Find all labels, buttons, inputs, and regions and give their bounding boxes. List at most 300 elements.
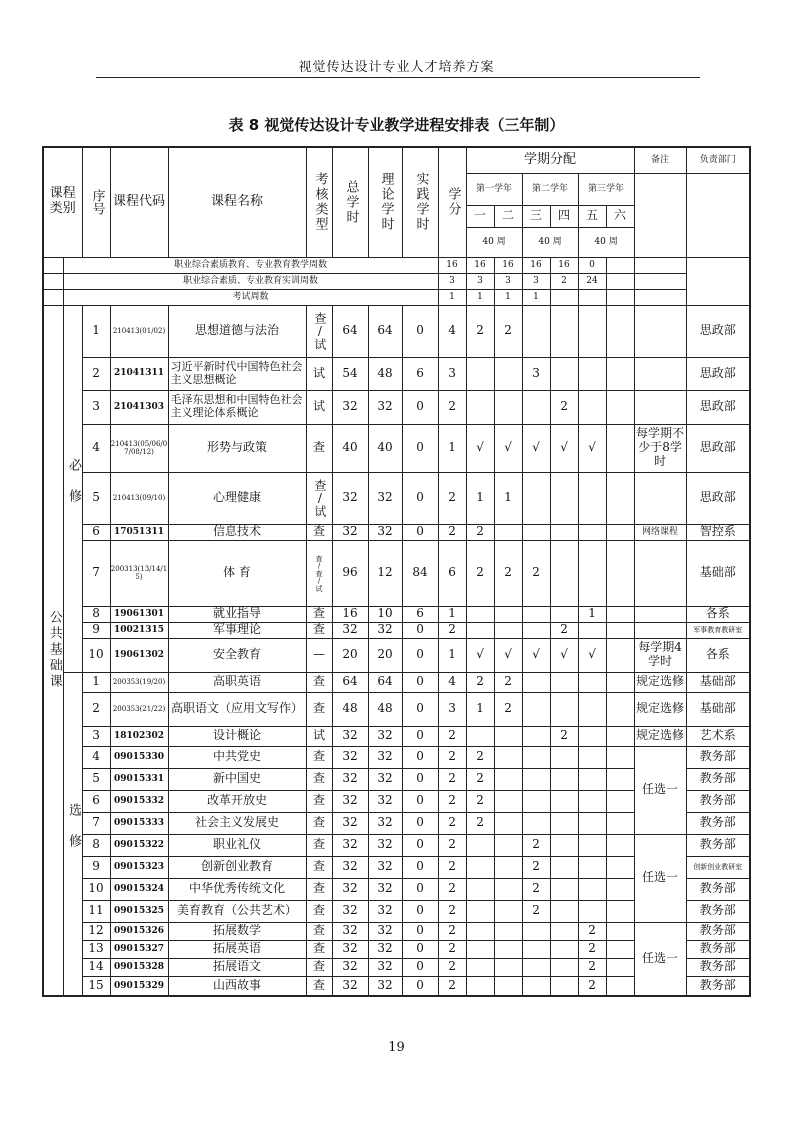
course-code: 210413(01/02) — [110, 305, 168, 357]
course-sem-3: 2 — [522, 834, 550, 856]
course-name: 就业指导 — [168, 606, 306, 622]
course-sem-1 — [466, 856, 494, 878]
course-dept: 思政部 — [686, 424, 750, 472]
course-sem-4 — [550, 878, 578, 900]
course-sem-6 — [606, 726, 634, 746]
course-sem-6 — [606, 790, 634, 812]
course-dept: 教务部 — [686, 834, 750, 856]
elective-course-row — [43, 746, 750, 768]
course-assess: 查 — [306, 812, 332, 834]
course-practice: 0 — [402, 812, 438, 834]
course-assess: 查 — [306, 834, 332, 856]
course-code: 09015322 — [110, 834, 168, 856]
course-sem-4 — [550, 958, 578, 976]
course-sem-2 — [494, 900, 522, 922]
course-sem-3 — [522, 622, 550, 638]
course-name: 拓展语文 — [168, 958, 306, 976]
course-assess: 查 — [306, 790, 332, 812]
course-sem-1 — [466, 726, 494, 746]
course-name: 拓展数学 — [168, 922, 306, 940]
course-sem-2 — [494, 878, 522, 900]
course-sem-1: 2 — [466, 812, 494, 834]
course-assess: 查/试 — [306, 305, 332, 357]
course-dept: 思政部 — [686, 472, 750, 524]
course-total: 32 — [332, 524, 368, 540]
course-code: 200353(19/20) — [110, 672, 168, 692]
course-sem-3: 2 — [522, 856, 550, 878]
course-sem-5: √ — [578, 638, 606, 672]
summary-value: 24 — [578, 273, 606, 289]
course-sem-5 — [578, 768, 606, 790]
header-year3: 第三学年 — [578, 173, 634, 205]
course-sem-4 — [550, 940, 578, 958]
course-credit: 1 — [438, 424, 466, 472]
course-remark — [634, 305, 686, 357]
header-remark-blank — [634, 173, 686, 257]
course-practice: 0 — [402, 622, 438, 638]
course-sem-1 — [466, 976, 494, 996]
course-name: 设计概论 — [168, 726, 306, 746]
course-sem-4 — [550, 922, 578, 940]
required-course-row — [43, 472, 750, 524]
course-practice: 0 — [402, 390, 438, 424]
course-total: 32 — [332, 856, 368, 878]
course-credit: 2 — [438, 922, 466, 940]
course-name: 安全教育 — [168, 638, 306, 672]
course-credit: 2 — [438, 940, 466, 958]
course-name: 山西故事 — [168, 976, 306, 996]
course-sem-2 — [494, 976, 522, 996]
header-assess: 考核类型 — [306, 147, 332, 257]
course-dept: 教务部 — [686, 768, 750, 790]
course-sem-1: 2 — [466, 768, 494, 790]
course-sem-1: 2 — [466, 790, 494, 812]
course-theory: 32 — [368, 524, 402, 540]
course-credit: 2 — [438, 390, 466, 424]
summary-value: 16 — [522, 257, 550, 273]
header-theory: 理论学时 — [368, 147, 402, 257]
course-name: 拓展英语 — [168, 940, 306, 958]
course-credit: 3 — [438, 692, 466, 726]
summary-value: 16 — [466, 257, 494, 273]
required-course-row — [43, 540, 750, 606]
course-credit: 2 — [438, 726, 466, 746]
course-credit: 2 — [438, 856, 466, 878]
course-dept: 教务部 — [686, 900, 750, 922]
course-credit: 2 — [438, 768, 466, 790]
course-name: 形势与政策 — [168, 424, 306, 472]
course-total: 32 — [332, 746, 368, 768]
elective-course-row — [43, 692, 750, 726]
course-code: 09015325 — [110, 900, 168, 922]
course-sem-1 — [466, 834, 494, 856]
course-practice: 84 — [402, 540, 438, 606]
course-sem-4 — [550, 856, 578, 878]
course-theory: 32 — [368, 976, 402, 996]
course-theory: 32 — [368, 790, 402, 812]
course-total: 32 — [332, 834, 368, 856]
course-name: 社会主义发展史 — [168, 812, 306, 834]
course-total: 32 — [332, 878, 368, 900]
course-assess: 查 — [306, 622, 332, 638]
header-total: 总学时 — [332, 147, 368, 257]
course-theory: 64 — [368, 305, 402, 357]
course-credit: 1 — [438, 638, 466, 672]
header-code: 课程代码 — [110, 147, 168, 257]
course-sem-6 — [606, 622, 634, 638]
course-sem-6 — [606, 524, 634, 540]
course-remark: 任选一 — [634, 922, 686, 996]
course-practice: 0 — [402, 768, 438, 790]
course-remark: 任选一 — [634, 746, 686, 834]
course-sem-6 — [606, 976, 634, 996]
course-dept: 基础部 — [686, 540, 750, 606]
course-sem-6 — [606, 768, 634, 790]
course-assess: 查 — [306, 922, 332, 940]
course-sem-6 — [606, 834, 634, 856]
course-sem-1: √ — [466, 638, 494, 672]
course-sem-3 — [522, 976, 550, 996]
course-credit: 4 — [438, 672, 466, 692]
course-code: 210413(09/10) — [110, 472, 168, 524]
course-sem-3 — [522, 305, 550, 357]
course-total: 20 — [332, 638, 368, 672]
course-practice: 0 — [402, 958, 438, 976]
course-sem-5: 2 — [578, 958, 606, 976]
course-sem-3 — [522, 790, 550, 812]
course-sem-6 — [606, 746, 634, 768]
course-code: 19061301 — [110, 606, 168, 622]
course-practice: 0 — [402, 900, 438, 922]
course-theory: 32 — [368, 726, 402, 746]
course-sem-2 — [494, 357, 522, 390]
course-theory: 32 — [368, 900, 402, 922]
course-sem-2 — [494, 812, 522, 834]
course-seq: 6 — [82, 790, 110, 812]
header-sem-2: 二 — [494, 205, 522, 227]
course-sem-2 — [494, 790, 522, 812]
course-code: 09015331 — [110, 768, 168, 790]
course-credit: 2 — [438, 900, 466, 922]
course-remark — [634, 357, 686, 390]
course-dept: 教务部 — [686, 812, 750, 834]
course-sem-4 — [550, 357, 578, 390]
subgroup-required: 必修 — [63, 305, 82, 672]
course-practice: 0 — [402, 878, 438, 900]
required-course-row — [43, 622, 750, 638]
course-code: 09015323 — [110, 856, 168, 878]
course-seq: 9 — [82, 622, 110, 638]
course-sem-4 — [550, 305, 578, 357]
summary-value: 16 — [550, 257, 578, 273]
course-sem-1 — [466, 940, 494, 958]
course-seq: 12 — [82, 922, 110, 940]
course-sem-2: √ — [494, 638, 522, 672]
course-name: 思想道德与法治 — [168, 305, 306, 357]
course-practice: 6 — [402, 357, 438, 390]
course-total: 32 — [332, 622, 368, 638]
header-year2: 第二学年 — [522, 173, 578, 205]
course-seq: 10 — [82, 638, 110, 672]
course-seq: 4 — [82, 746, 110, 768]
course-name: 职业礼仪 — [168, 834, 306, 856]
course-sem-2 — [494, 940, 522, 958]
course-sem-4 — [550, 976, 578, 996]
course-sem-2 — [494, 606, 522, 622]
course-practice: 6 — [402, 606, 438, 622]
course-name: 毛泽东思想和中国特色社会主义理论体系概论 — [168, 390, 306, 424]
course-sem-5 — [578, 524, 606, 540]
required-course-row — [43, 638, 750, 672]
course-dept: 各系 — [686, 606, 750, 622]
course-practice: 0 — [402, 305, 438, 357]
course-assess: 查 — [306, 672, 332, 692]
course-sem-4 — [550, 834, 578, 856]
header-dept-blank — [686, 173, 750, 257]
course-code: 09015328 — [110, 958, 168, 976]
course-dept: 智控系 — [686, 524, 750, 540]
course-remark: 每学期不少于8学时 — [634, 424, 686, 472]
course-credit: 2 — [438, 472, 466, 524]
course-total: 32 — [332, 390, 368, 424]
course-sem-3 — [522, 390, 550, 424]
course-sem-6 — [606, 940, 634, 958]
summary-value: 3 — [522, 273, 550, 289]
course-sem-1 — [466, 390, 494, 424]
header-sem-6: 六 — [606, 205, 634, 227]
table-title: 表 8 视觉传达设计专业教学进程安排表（三年制） — [228, 116, 565, 134]
course-theory: 32 — [368, 746, 402, 768]
course-assess: 查 — [306, 958, 332, 976]
course-sem-6 — [606, 424, 634, 472]
summary-value: 2 — [550, 273, 578, 289]
course-theory: 12 — [368, 540, 402, 606]
course-sem-2: 2 — [494, 305, 522, 357]
header-dept: 负责部门 — [686, 147, 750, 173]
course-sem-1 — [466, 357, 494, 390]
course-sem-3: √ — [522, 424, 550, 472]
course-sem-6 — [606, 540, 634, 606]
course-sem-1: 2 — [466, 672, 494, 692]
course-theory: 10 — [368, 606, 402, 622]
course-sem-6 — [606, 958, 634, 976]
course-sem-1 — [466, 606, 494, 622]
course-sem-1: 2 — [466, 540, 494, 606]
course-sem-5 — [578, 390, 606, 424]
course-sem-6 — [606, 390, 634, 424]
header-sem-3: 三 — [522, 205, 550, 227]
course-total: 32 — [332, 958, 368, 976]
course-sem-6 — [606, 638, 634, 672]
summary-remark — [606, 273, 634, 289]
course-total: 32 — [332, 812, 368, 834]
course-sem-2 — [494, 856, 522, 878]
required-course-row — [43, 357, 750, 390]
course-sem-2: √ — [494, 424, 522, 472]
course-sem-1: 1 — [466, 692, 494, 726]
course-name: 心理健康 — [168, 472, 306, 524]
course-dept: 教务部 — [686, 790, 750, 812]
course-assess: — — [306, 638, 332, 672]
summary-dept — [634, 289, 686, 305]
course-seq: 5 — [82, 472, 110, 524]
course-sem-4 — [550, 900, 578, 922]
course-theory: 32 — [368, 768, 402, 790]
course-theory: 32 — [368, 958, 402, 976]
course-sem-6 — [606, 812, 634, 834]
course-theory: 32 — [368, 622, 402, 638]
course-theory: 40 — [368, 424, 402, 472]
course-sem-1: 2 — [466, 746, 494, 768]
course-credit: 2 — [438, 622, 466, 638]
course-sem-5 — [578, 726, 606, 746]
course-sem-1: 2 — [466, 305, 494, 357]
course-theory: 48 — [368, 692, 402, 726]
course-remark: 规定选修 — [634, 692, 686, 726]
course-sem-1 — [466, 622, 494, 638]
course-code: 18102302 — [110, 726, 168, 746]
elective-course-row — [43, 672, 750, 692]
elective-course-row — [43, 726, 750, 746]
course-remark — [634, 390, 686, 424]
course-name: 美育教育（公共艺术） — [168, 900, 306, 922]
course-name: 中共党史 — [168, 746, 306, 768]
header-name: 课程名称 — [168, 147, 306, 257]
header-sem-1: 一 — [466, 205, 494, 227]
course-theory: 32 — [368, 472, 402, 524]
course-code: 17051311 — [110, 524, 168, 540]
course-sem-6 — [606, 472, 634, 524]
course-sem-2 — [494, 726, 522, 746]
course-dept: 教务部 — [686, 922, 750, 940]
header-weeks-3: 40 周 — [578, 227, 634, 257]
summary-value: 1 — [466, 289, 494, 305]
course-schedule-table — [42, 146, 751, 997]
course-remark: 每学期4学时 — [634, 638, 686, 672]
course-sem-5: 2 — [578, 940, 606, 958]
summary-dept — [634, 273, 686, 289]
summary-value: 0 — [578, 257, 606, 273]
summary-value: 3 — [494, 273, 522, 289]
header-weeks-1: 40 周 — [466, 227, 522, 257]
course-sem-6 — [606, 305, 634, 357]
required-course-row — [43, 424, 750, 472]
course-dept: 各系 — [686, 638, 750, 672]
course-sem-2: 1 — [494, 472, 522, 524]
course-sem-5 — [578, 812, 606, 834]
course-dept: 基础部 — [686, 692, 750, 726]
course-dept: 思政部 — [686, 357, 750, 390]
course-practice: 0 — [402, 472, 438, 524]
course-total: 32 — [332, 976, 368, 996]
course-total: 64 — [332, 305, 368, 357]
course-sem-4 — [550, 768, 578, 790]
course-sem-3 — [522, 672, 550, 692]
course-sem-5: 2 — [578, 976, 606, 996]
course-dept: 基础部 — [686, 672, 750, 692]
page-header: 视觉传达设计专业人才培养方案 — [298, 60, 495, 75]
course-sem-3 — [522, 958, 550, 976]
course-sem-5: 2 — [578, 922, 606, 940]
course-code: 200313(13/14/15) — [110, 540, 168, 606]
summary-value — [550, 289, 578, 305]
course-total: 16 — [332, 606, 368, 622]
course-seq: 8 — [82, 834, 110, 856]
course-name: 习近平新时代中国特色社会主义思想概论 — [168, 357, 306, 390]
course-total: 64 — [332, 672, 368, 692]
course-sem-5 — [578, 692, 606, 726]
course-theory: 32 — [368, 834, 402, 856]
course-total: 96 — [332, 540, 368, 606]
course-theory: 32 — [368, 812, 402, 834]
course-sem-2: 2 — [494, 540, 522, 606]
course-code: 09015333 — [110, 812, 168, 834]
course-assess: 查 — [306, 692, 332, 726]
course-sem-5 — [578, 472, 606, 524]
course-theory: 32 — [368, 940, 402, 958]
course-theory: 20 — [368, 638, 402, 672]
course-assess: 查/查/试 — [306, 540, 332, 606]
subgroup-elective: 选修 — [63, 672, 82, 996]
course-sem-6 — [606, 692, 634, 726]
course-sem-1 — [466, 878, 494, 900]
course-sem-3: 2 — [522, 878, 550, 900]
course-name: 信息技术 — [168, 524, 306, 540]
summary-label: 职业综合素质、专业教育实训周数 — [63, 273, 438, 289]
course-sem-4: 2 — [550, 390, 578, 424]
header-sem-5: 五 — [578, 205, 606, 227]
course-sem-1 — [466, 958, 494, 976]
course-sem-3 — [522, 746, 550, 768]
course-assess: 查 — [306, 746, 332, 768]
course-sem-4: √ — [550, 638, 578, 672]
course-name: 体 育 — [168, 540, 306, 606]
course-sem-1: 2 — [466, 524, 494, 540]
header-year1: 第一学年 — [466, 173, 522, 205]
course-code: 19061302 — [110, 638, 168, 672]
course-sem-5 — [578, 834, 606, 856]
summary-blank — [43, 289, 63, 305]
course-dept: 艺术系 — [686, 726, 750, 746]
course-sem-5 — [578, 357, 606, 390]
course-sem-1 — [466, 900, 494, 922]
course-sem-2: 2 — [494, 692, 522, 726]
course-seq: 2 — [82, 692, 110, 726]
course-sem-1 — [466, 922, 494, 940]
course-sem-1: √ — [466, 424, 494, 472]
course-sem-6 — [606, 900, 634, 922]
summary-dept — [634, 257, 686, 273]
course-assess: 查 — [306, 606, 332, 622]
summary-remark — [606, 289, 634, 305]
course-sem-2 — [494, 746, 522, 768]
course-total: 32 — [332, 922, 368, 940]
course-dept: 创新创业教研室 — [686, 856, 750, 878]
course-credit: 2 — [438, 790, 466, 812]
course-credit: 3 — [438, 357, 466, 390]
course-credit: 6 — [438, 540, 466, 606]
course-practice: 0 — [402, 424, 438, 472]
required-course-row — [43, 390, 750, 424]
course-sem-3 — [522, 940, 550, 958]
course-remark: 规定选修 — [634, 726, 686, 746]
course-sem-5: √ — [578, 424, 606, 472]
course-sem-2 — [494, 834, 522, 856]
course-sem-5 — [578, 856, 606, 878]
course-theory: 32 — [368, 922, 402, 940]
course-sem-4 — [550, 524, 578, 540]
course-sem-4 — [550, 540, 578, 606]
